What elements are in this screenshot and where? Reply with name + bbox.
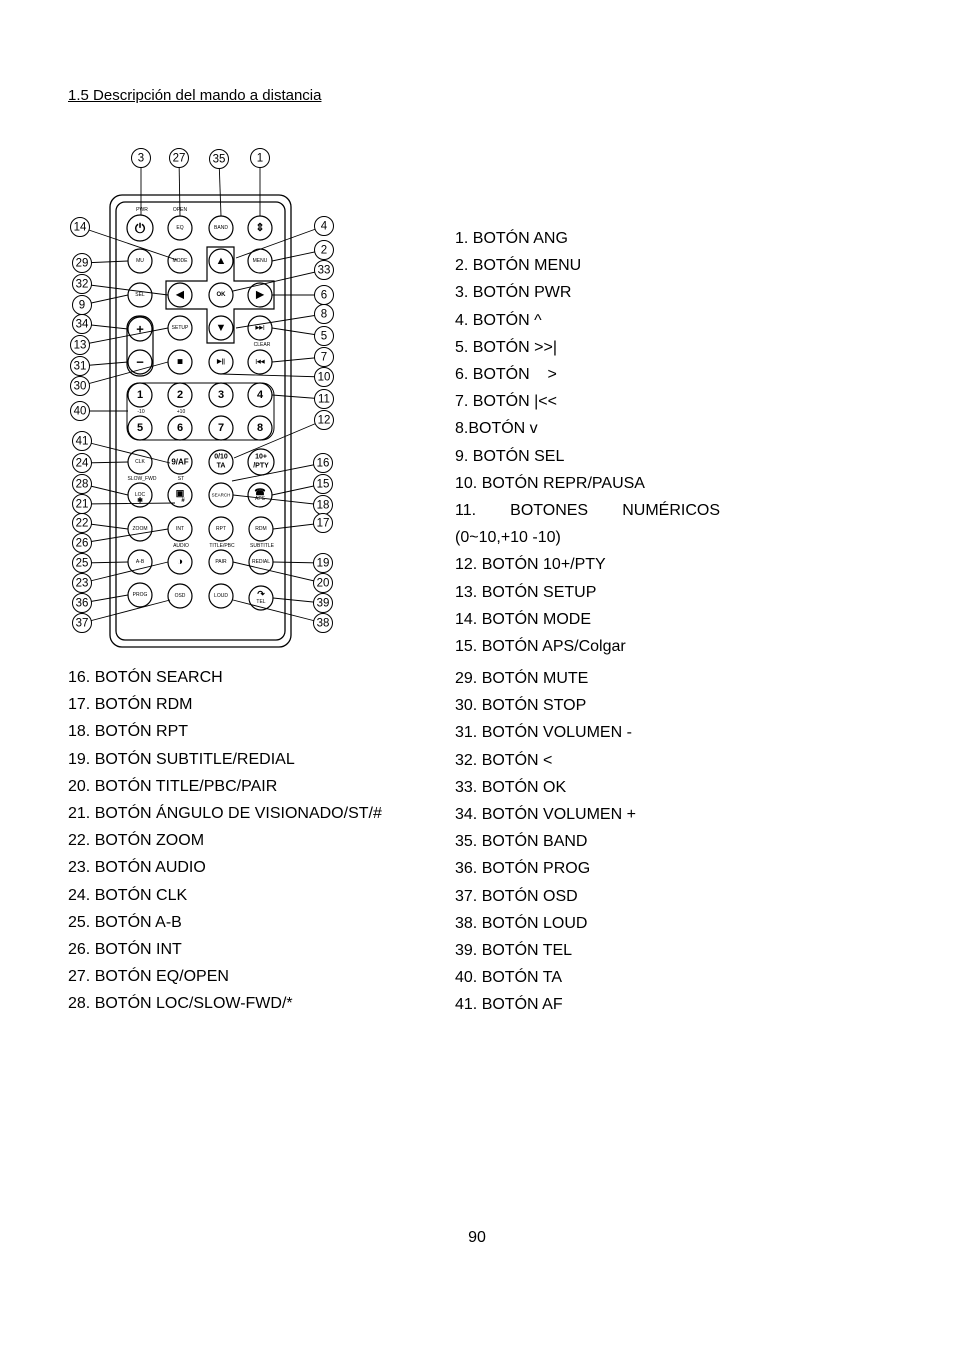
list-item-11-number: 11. xyxy=(455,502,477,520)
num-2-button-label: 2 xyxy=(176,389,184,401)
num-8-button-label: 8 xyxy=(256,422,264,434)
num-5-button-label: 5 xyxy=(136,422,144,434)
callout-number: 13 xyxy=(73,339,87,352)
callout-number: 4 xyxy=(320,220,328,233)
list-item: 32. BOTÓN < xyxy=(455,751,553,769)
callout-38 xyxy=(314,614,333,633)
list-item: 23. BOTÓN AUDIO xyxy=(68,859,206,877)
callout-number: 33 xyxy=(317,264,331,277)
ta-top-label: 0/10 xyxy=(214,453,228,461)
list-item: 20. BOTÓN TITLE/PBC/PAIR xyxy=(68,777,278,795)
callout-number: 41 xyxy=(75,435,89,448)
af-button-label: 9/AF xyxy=(171,457,189,467)
list-item: 13. BOTÓN SETUP xyxy=(455,583,597,601)
leader-line xyxy=(234,420,324,458)
leader-line xyxy=(221,374,324,377)
list-item: 21. BOTÓN ÁNGULO DE VISIONADO/ST/# xyxy=(68,805,382,823)
open-caption: OPEN xyxy=(172,207,188,213)
num-8-button[interactable] xyxy=(248,416,272,440)
list-item: 39. BOTÓN TEL xyxy=(455,942,573,960)
callout-number: 25 xyxy=(75,557,89,570)
eq-button[interactable] xyxy=(168,216,192,240)
list-item: 16. BOTÓN SEARCH xyxy=(68,669,223,686)
audio-icon: ◑ xyxy=(176,556,184,568)
num-3-button-label: 3 xyxy=(217,389,225,401)
callout-number: 18 xyxy=(316,499,330,512)
ok-button-label: OK xyxy=(216,292,226,298)
list-item: 34. BOTÓN VOLUMEN + xyxy=(455,806,636,824)
play-pause-icon: ▶|| xyxy=(217,359,225,365)
down-arrow-icon: ▼ xyxy=(215,322,227,334)
list-item: 3. BOTÓN PWR xyxy=(455,284,572,302)
right-arrow-icon: ▶ xyxy=(256,289,264,301)
list-item: 31. BOTÓN VOLUMEN - xyxy=(455,724,632,742)
callout-number: 39 xyxy=(316,597,330,610)
zoom-button[interactable] xyxy=(128,517,152,541)
list-item: 24. BOTÓN CLK xyxy=(68,886,188,904)
callout-number: 9 xyxy=(78,299,86,312)
leader-line xyxy=(82,503,175,504)
callout-number: 24 xyxy=(75,457,89,470)
callout-number: 35 xyxy=(212,153,226,166)
callout-28 xyxy=(73,475,92,494)
num-2-button[interactable] xyxy=(168,383,192,407)
prev-icon: |◀◀ xyxy=(255,359,265,365)
callout-number: 21 xyxy=(75,498,89,511)
callout-17 xyxy=(314,514,333,533)
callout-number: 31 xyxy=(73,360,87,373)
leader-line xyxy=(233,562,323,583)
callout-32 xyxy=(73,275,92,294)
callout-number: 8 xyxy=(320,308,328,321)
callout-34 xyxy=(73,315,92,334)
callout-8 xyxy=(315,305,334,324)
callout-number: 36 xyxy=(75,597,89,610)
minus-icon: − xyxy=(136,354,144,370)
num-7-button[interactable] xyxy=(209,416,233,440)
list-item: 7. BOTÓN |<< xyxy=(455,393,557,411)
callout-31 xyxy=(71,357,90,376)
leader-line xyxy=(233,600,323,623)
af-button[interactable] xyxy=(168,450,192,474)
list-item: 10. BOTÓN REPR/PAUSA xyxy=(455,474,645,492)
rpt-button[interactable] xyxy=(209,517,233,541)
callout-number: 28 xyxy=(75,478,89,491)
num-7-button-label: 7 xyxy=(217,422,225,434)
mode-button[interactable] xyxy=(168,249,192,273)
list-item: 41. BOTÓN AF xyxy=(455,996,563,1014)
sel-button-label: SEL xyxy=(135,292,145,298)
loud-button-label: LOUD xyxy=(214,593,228,599)
star-icon: ✱ xyxy=(137,497,143,505)
band-button-label: BAND xyxy=(214,225,228,231)
button-list-right-top xyxy=(455,225,720,660)
title-pbc-caption: TITLE/PBC xyxy=(209,543,235,549)
callout-3 xyxy=(132,149,151,168)
callout-number: 2 xyxy=(320,244,328,257)
num-4-button[interactable] xyxy=(248,383,272,407)
callout-13 xyxy=(71,336,90,355)
list-item: 14. BOTÓN MODE xyxy=(455,610,592,628)
sel-button[interactable] xyxy=(128,283,152,307)
button-list-left xyxy=(68,664,382,1018)
callout-23 xyxy=(73,574,92,593)
minus10-caption: -10 xyxy=(137,409,145,415)
ok-button[interactable] xyxy=(209,283,233,307)
list-item: 6. BOTÓN > xyxy=(455,366,557,384)
mode-button-label: MODE xyxy=(172,258,188,264)
st-caption: ST xyxy=(177,476,185,482)
aps-label: APS xyxy=(254,496,266,502)
leader-line xyxy=(236,314,324,328)
remote-buttons xyxy=(127,207,275,610)
int-button-label: INT xyxy=(175,526,185,532)
ab-button-label: A-B xyxy=(135,559,145,565)
osd-button[interactable] xyxy=(168,584,192,608)
callout-number: 26 xyxy=(75,537,89,550)
clk-button-label: CLK xyxy=(135,459,145,465)
search-button[interactable] xyxy=(209,483,233,507)
eq-button-label: EQ xyxy=(176,225,184,231)
callout-15 xyxy=(314,475,333,494)
callout-36 xyxy=(73,594,92,613)
pwr-caption: PWR xyxy=(136,207,148,213)
hash-icon: # xyxy=(181,498,185,504)
callout-41 xyxy=(73,432,92,451)
num-4-button-label: 4 xyxy=(256,389,264,401)
callout-number: 22 xyxy=(75,517,89,530)
callout-29 xyxy=(73,254,92,273)
zoom-button-label: ZOOM xyxy=(132,526,148,532)
callout-39 xyxy=(314,594,333,613)
pair-button-label: PAIR xyxy=(215,559,227,565)
callout-22 xyxy=(73,514,92,533)
callout-11 xyxy=(315,390,334,409)
list-item: 40. BOTÓN TA xyxy=(455,969,562,987)
callout-number: 32 xyxy=(75,278,89,291)
ta-bottom-label: TA xyxy=(216,462,226,470)
list-item: 17. BOTÓN RDM xyxy=(68,696,193,714)
list-item: 5. BOTÓN >>| xyxy=(455,338,557,356)
callout-number: 30 xyxy=(73,380,87,393)
leader-line xyxy=(82,529,168,543)
callout-number: 14 xyxy=(73,221,87,234)
setup-button-label: SETUP xyxy=(171,325,189,331)
left-arrow-icon: ◀ xyxy=(176,289,184,301)
callout-25 xyxy=(73,554,92,573)
list-item: 18. BOTÓN RPT xyxy=(68,723,189,741)
callout-37 xyxy=(73,614,92,633)
callout-number: 3 xyxy=(137,152,145,165)
st-icon: ▣ xyxy=(175,488,185,498)
tel-icon: ↷ xyxy=(257,589,265,599)
next-icon: ▶▶| xyxy=(255,325,265,331)
mute-button-label: MU xyxy=(136,258,144,264)
callout-40 xyxy=(71,402,90,421)
callout-number: 7 xyxy=(320,351,328,364)
callout-14 xyxy=(71,218,90,237)
leader-line xyxy=(82,562,168,583)
band-button[interactable] xyxy=(209,216,233,240)
callout-number: 10 xyxy=(317,371,331,384)
num-6-button-label: 6 xyxy=(176,422,184,434)
prog-button[interactable] xyxy=(128,583,152,607)
list-item: 9. BOTÓN SEL xyxy=(455,447,565,465)
callout-number: 38 xyxy=(316,617,330,630)
page-number: 90 xyxy=(468,1229,486,1246)
list-item-11-word2: NUMÉRICOS xyxy=(622,502,720,520)
search-button-label: SEARCH xyxy=(211,492,231,498)
clear-caption: CLEAR xyxy=(253,342,271,348)
list-item-11-range: (0~10,+10 -10) xyxy=(455,529,561,547)
ang-icon: ⇕ xyxy=(255,222,265,234)
int-button[interactable] xyxy=(168,517,192,541)
plus10-caption: +10 xyxy=(176,409,186,415)
audio-caption: AUDIO xyxy=(173,543,189,549)
up-arrow-icon: ▲ xyxy=(215,255,227,267)
list-item: 28. BOTÓN LOC/SLOW-FWD/* xyxy=(68,995,293,1013)
list-item-11 xyxy=(455,497,720,524)
stop-icon: ■ xyxy=(176,356,184,368)
num-3-button[interactable] xyxy=(209,383,233,407)
callout-30 xyxy=(71,377,90,396)
callout-33 xyxy=(315,261,334,280)
callout-number: 20 xyxy=(316,577,330,590)
leader-line xyxy=(80,362,168,386)
callout-5 xyxy=(315,327,334,346)
list-item: 12. BOTÓN 10+/PTY xyxy=(455,556,606,574)
list-item-11-word1: BOTONES xyxy=(510,502,589,520)
callout-number: 40 xyxy=(73,405,87,418)
list-item: 15. BOTÓN APS/Colgar xyxy=(455,638,626,656)
num-1-button[interactable] xyxy=(128,383,152,407)
list-item: 25. BOTÓN A-B xyxy=(68,913,182,931)
num-1-button-label: 1 xyxy=(136,389,144,401)
callout-number: 11 xyxy=(318,393,330,406)
ab-button[interactable] xyxy=(128,550,152,574)
leader-line xyxy=(233,495,323,505)
callout-number: 12 xyxy=(317,414,331,427)
rpt-button-label: RPT xyxy=(216,526,226,532)
callout-number: 5 xyxy=(320,330,328,343)
prog-button-label: PROG xyxy=(132,592,148,598)
callout-35 xyxy=(210,150,229,169)
list-item: 33. BOTÓN OK xyxy=(455,778,567,796)
callout-number: 6 xyxy=(320,289,328,302)
pair-button[interactable] xyxy=(209,550,233,574)
rdm-button[interactable] xyxy=(249,517,273,541)
callout-9 xyxy=(73,296,92,315)
list-item: 2. BOTÓN MENU xyxy=(455,257,582,275)
callout-number: 15 xyxy=(316,478,330,491)
leader-line xyxy=(82,600,170,623)
callout-19 xyxy=(314,554,333,573)
leader-line xyxy=(80,328,168,345)
setup-button[interactable] xyxy=(168,316,192,340)
pty-bottom-label: /PTY xyxy=(253,462,269,470)
list-item: 29. BOTÓN MUTE xyxy=(455,670,589,687)
pty-top-label: 10+ xyxy=(255,453,267,461)
callout-6 xyxy=(315,286,334,305)
leader-line xyxy=(82,284,168,295)
slow-fwd-caption: SLOW_FWD xyxy=(127,476,157,482)
list-item: 22. BOTÓN ZOOM xyxy=(68,832,205,850)
tel-label: TEL xyxy=(256,599,266,605)
list-item: 4. BOTÓN ^ xyxy=(455,311,542,329)
num-5-button[interactable] xyxy=(128,416,152,440)
list-item: 19. BOTÓN SUBTITLE/REDIAL xyxy=(68,750,295,768)
callout-20 xyxy=(314,574,333,593)
loc-button-label: LOC xyxy=(134,492,146,498)
callout-number: 34 xyxy=(75,318,89,331)
callout-number: 19 xyxy=(316,557,330,570)
list-item: 38. BOTÓN LOUD xyxy=(455,914,588,932)
list-item: 27. BOTÓN EQ/OPEN xyxy=(68,968,229,986)
leader-line xyxy=(82,441,170,463)
callout-number: 27 xyxy=(172,152,186,165)
hangup-icon: ☎ xyxy=(254,487,266,497)
list-item: 30. BOTÓN STOP xyxy=(455,697,587,715)
callout-18 xyxy=(314,496,333,515)
callout-number: 1 xyxy=(256,152,264,165)
callout-number: 17 xyxy=(316,517,330,530)
callout-26 xyxy=(73,534,92,553)
rdm-button-label: RDM xyxy=(255,526,267,532)
callout-27 xyxy=(170,149,189,168)
subtitle-caption: SUBTITLE xyxy=(250,543,274,549)
num-6-button[interactable] xyxy=(168,416,192,440)
loud-button[interactable] xyxy=(209,584,233,608)
mute-button[interactable] xyxy=(128,249,152,273)
callout-number: 23 xyxy=(75,577,89,590)
power-icon: ⏻ xyxy=(134,220,146,236)
callout-24 xyxy=(73,454,92,473)
callout-number: 29 xyxy=(75,257,89,270)
callout-7 xyxy=(315,348,334,367)
callout-number: 37 xyxy=(75,617,89,630)
button-list-right-bottom xyxy=(455,665,636,1019)
list-item: 26. BOTÓN INT xyxy=(68,941,182,959)
callout-10 xyxy=(315,368,334,387)
redial-button-label: REDIAL xyxy=(251,559,271,565)
section-heading: 1.5 Descripción del mando a distancia xyxy=(68,87,322,104)
leader-line xyxy=(232,463,323,481)
callout-number: 16 xyxy=(316,457,330,470)
callout-21 xyxy=(73,495,92,514)
list-item: 1. BOTÓN ANG xyxy=(455,230,568,247)
list-item: 35. BOTÓN BAND xyxy=(455,833,588,851)
callout-1 xyxy=(251,149,270,168)
list-item: 8.BOTÓN v xyxy=(455,420,538,438)
list-item: 36. BOTÓN PROG xyxy=(455,860,591,878)
plus-icon: + xyxy=(136,321,144,337)
osd-button-label: OSD xyxy=(174,593,186,599)
callout-16 xyxy=(314,454,333,473)
callout-4 xyxy=(315,217,334,236)
callout-12 xyxy=(315,411,334,430)
list-item: 37. BOTÓN OSD xyxy=(455,887,578,905)
menu-button-label: MENU xyxy=(252,258,268,264)
callout-2 xyxy=(315,241,334,260)
